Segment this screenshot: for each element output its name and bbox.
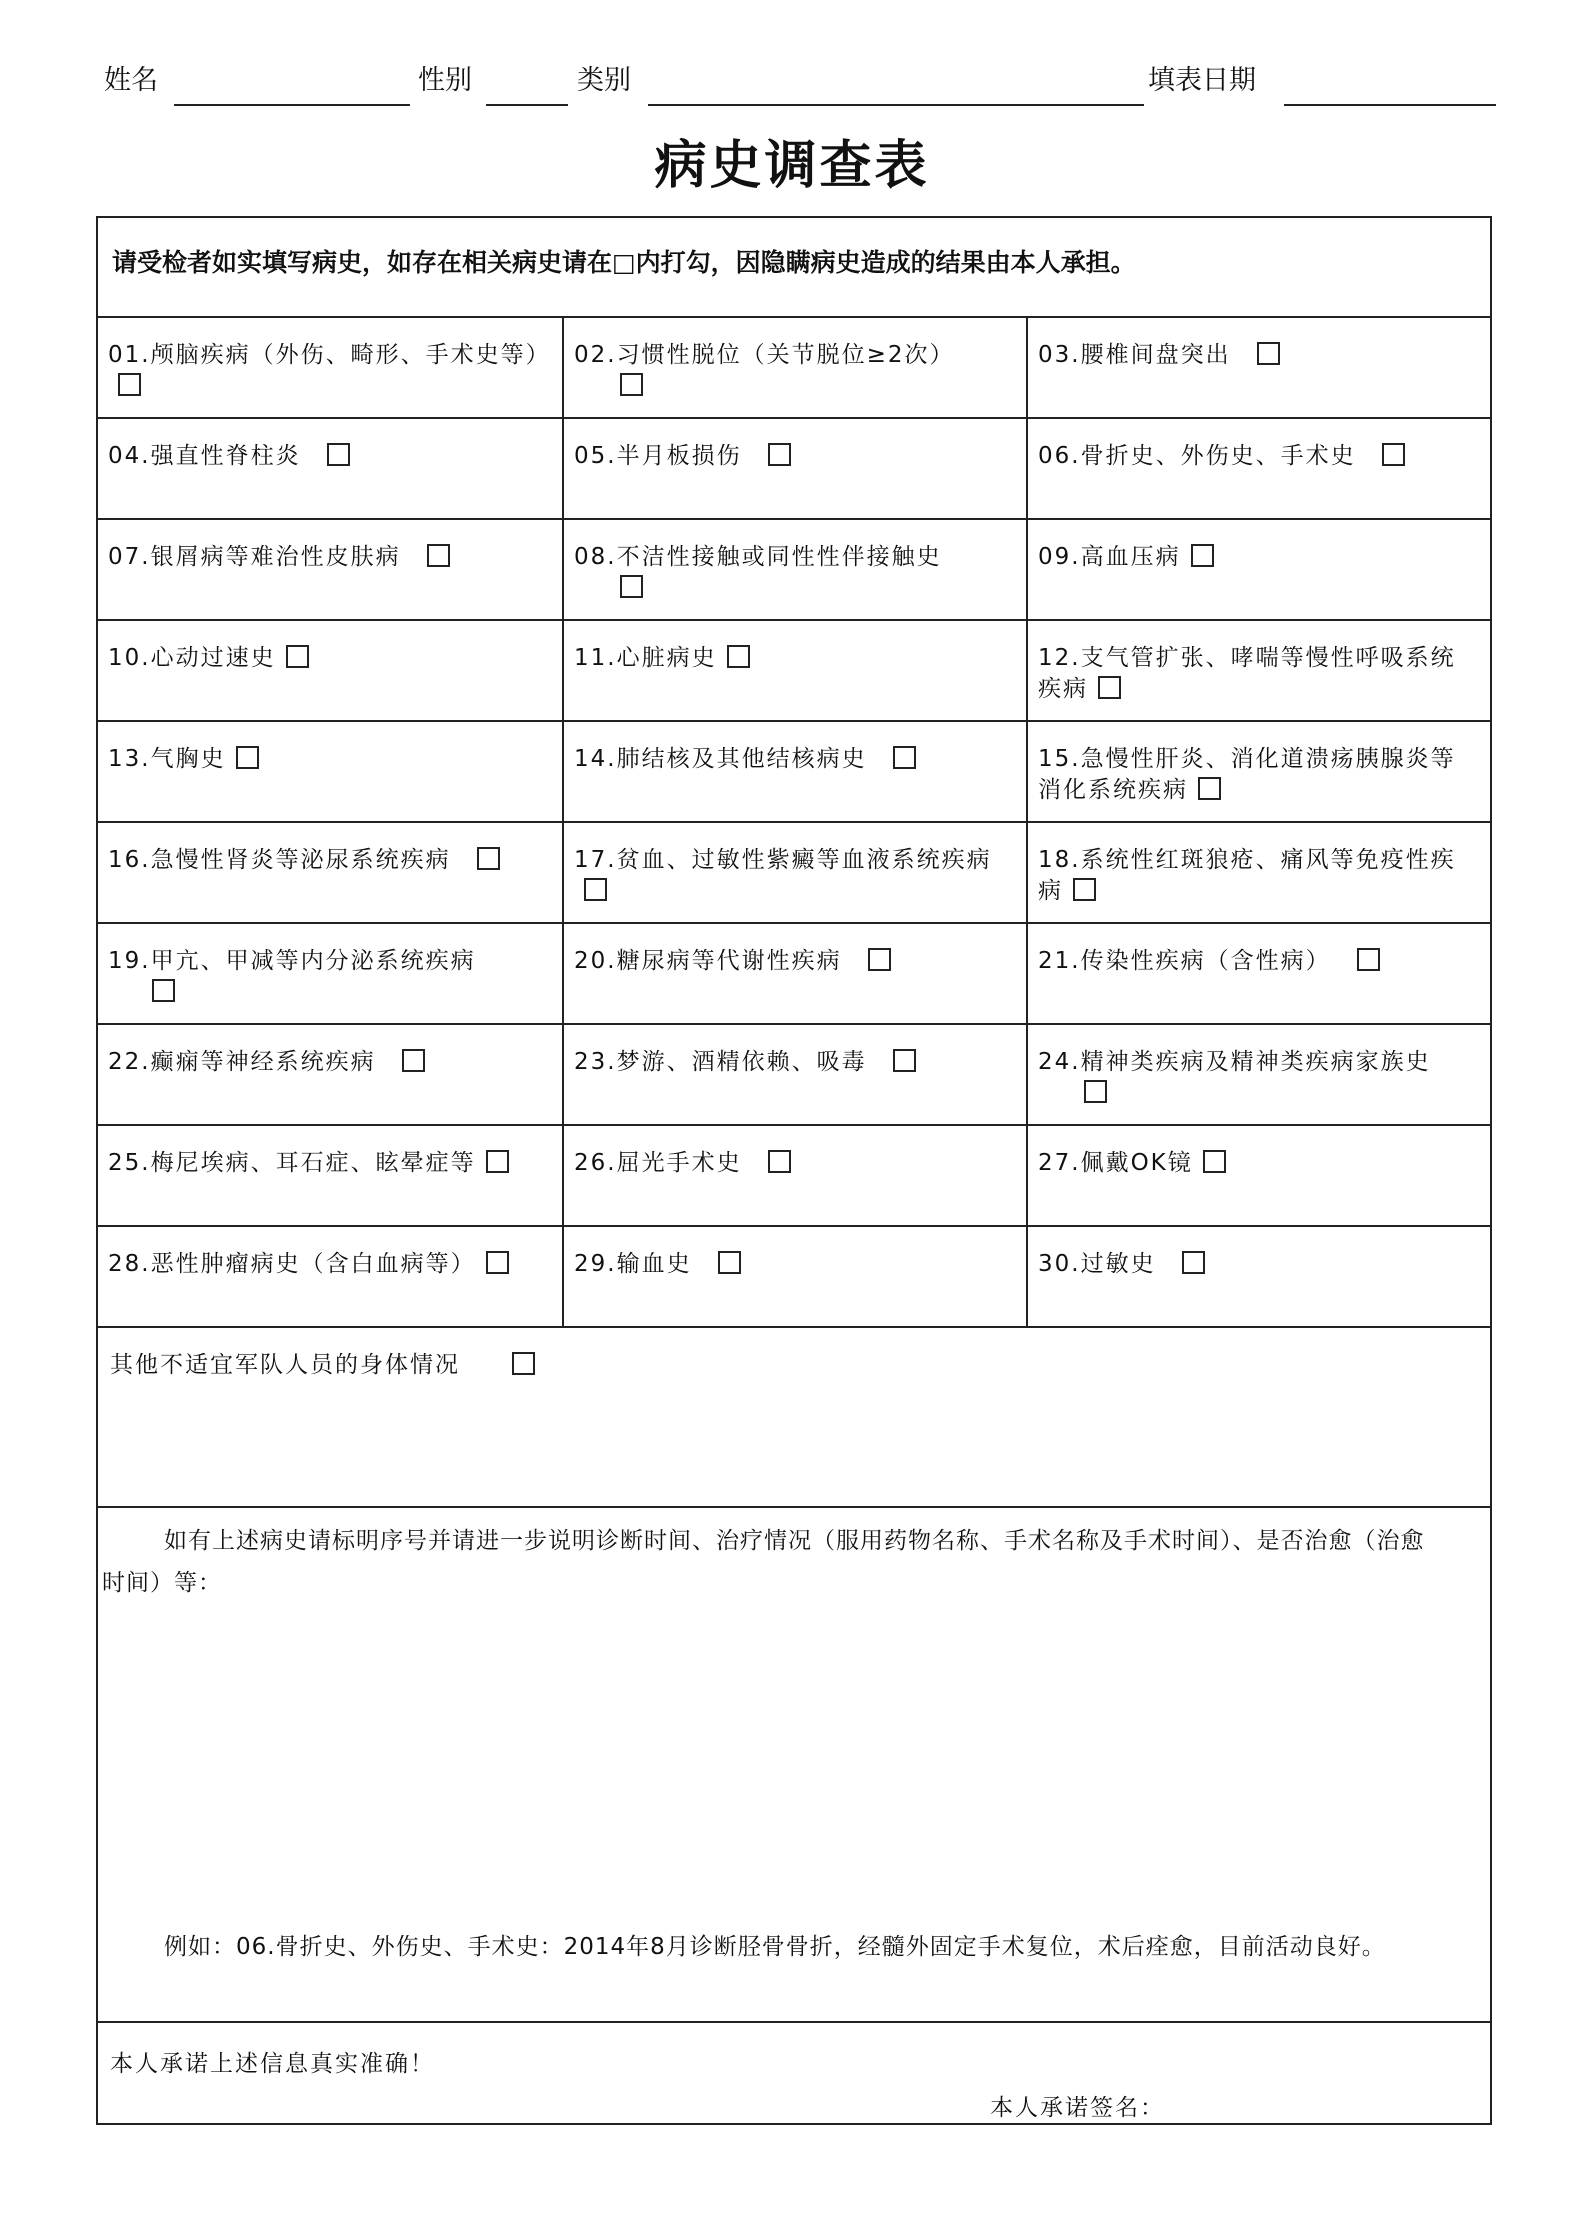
condition-checkbox[interactable] bbox=[427, 544, 450, 567]
condition-checkbox[interactable] bbox=[1191, 544, 1214, 567]
condition-item: 12.支气管扩张、哮喘等慢性呼吸系统疾病 bbox=[1028, 621, 1490, 722]
condition-checkbox[interactable] bbox=[584, 878, 607, 901]
condition-item: 21.传染性疾病（含性病） bbox=[1028, 924, 1490, 1025]
category-field[interactable] bbox=[648, 104, 1144, 106]
condition-item: 10.心动过速史 bbox=[98, 621, 564, 722]
details-section[interactable] bbox=[98, 1508, 1490, 2023]
name-label: 姓名 bbox=[104, 65, 158, 96]
condition-checkbox[interactable] bbox=[1098, 676, 1121, 699]
condition-checkbox[interactable] bbox=[1084, 1080, 1107, 1103]
condition-item: 24.精神类疾病及精神类疾病家族史 bbox=[1028, 1025, 1490, 1126]
condition-grid bbox=[98, 318, 1490, 1328]
condition-item: 27.佩戴OK镜 bbox=[1028, 1126, 1490, 1227]
condition-item: 11.心脏病史 bbox=[564, 621, 1028, 722]
condition-item: 02.习惯性脱位（关节脱位≥2次） bbox=[564, 318, 1028, 419]
condition-item: 25.梅尼埃病、耳石症、眩晕症等 bbox=[98, 1126, 564, 1227]
condition-checkbox[interactable] bbox=[893, 746, 916, 769]
condition-checkbox[interactable] bbox=[718, 1251, 741, 1274]
condition-checkbox[interactable] bbox=[486, 1251, 509, 1274]
condition-checkbox[interactable] bbox=[768, 1150, 791, 1173]
other-condition-row bbox=[98, 1328, 1490, 1508]
condition-item: 18.系统性红斑狼疮、痛风等免疫性疾病 bbox=[1028, 823, 1490, 924]
other-condition-checkbox[interactable] bbox=[512, 1352, 535, 1375]
condition-item: 09.高血压病 bbox=[1028, 520, 1490, 621]
condition-item: 03.腰椎间盘突出 bbox=[1028, 318, 1490, 419]
condition-item: 05.半月板损伤 bbox=[564, 419, 1028, 520]
condition-checkbox[interactable] bbox=[152, 979, 175, 1002]
form-header bbox=[0, 0, 1584, 130]
date-field[interactable] bbox=[1284, 104, 1496, 106]
signature-field[interactable]: 本人承诺签名： bbox=[990, 2095, 1165, 2121]
details-example: 例如：06.骨折史、外伤史、手术史：2014年8月诊断胫骨骨折，经髓外固定手术复位，术后痊愈，目前活动良好。 bbox=[164, 1934, 1386, 1960]
condition-item: 06.骨折史、外伤史、手术史 bbox=[1028, 419, 1490, 520]
condition-checkbox[interactable] bbox=[1198, 777, 1221, 800]
condition-item: 17.贫血、过敏性紫癜等血液系统疾病 bbox=[564, 823, 1028, 924]
condition-checkbox[interactable] bbox=[1203, 1150, 1226, 1173]
condition-item: 16.急慢性肾炎等泌尿系统疾病 bbox=[98, 823, 564, 924]
condition-checkbox[interactable] bbox=[768, 443, 791, 466]
condition-item: 14.肺结核及其他结核病史 bbox=[564, 722, 1028, 823]
condition-item: 29.输血史 bbox=[564, 1227, 1028, 1328]
condition-checkbox[interactable] bbox=[1257, 342, 1280, 365]
other-condition-label: 其他不适宜军队人员的身体情况 bbox=[110, 1352, 460, 1378]
condition-checkbox[interactable] bbox=[286, 645, 309, 668]
condition-checkbox[interactable] bbox=[620, 575, 643, 598]
gender-field[interactable] bbox=[486, 104, 568, 106]
condition-checkbox[interactable] bbox=[118, 373, 141, 396]
condition-item: 28.恶性肿瘤病史（含白血病等） bbox=[98, 1227, 564, 1328]
condition-item: 08.不洁性接触或同性性伴接触史 bbox=[564, 520, 1028, 621]
condition-checkbox[interactable] bbox=[327, 443, 350, 466]
condition-item: 23.梦游、酒精依赖、吸毒 bbox=[564, 1025, 1028, 1126]
condition-checkbox[interactable] bbox=[727, 645, 750, 668]
condition-checkbox[interactable] bbox=[620, 373, 643, 396]
condition-checkbox[interactable] bbox=[402, 1049, 425, 1072]
condition-item: 07.银屑病等难治性皮肤病 bbox=[98, 520, 564, 621]
condition-checkbox[interactable] bbox=[1357, 948, 1380, 971]
gender-label: 性别 bbox=[418, 65, 472, 96]
condition-item: 13.气胸史 bbox=[98, 722, 564, 823]
condition-checkbox[interactable] bbox=[477, 847, 500, 870]
condition-item: 19.甲亢、甲减等内分泌系统疾病 bbox=[98, 924, 564, 1025]
condition-item: 26.屈光手术史 bbox=[564, 1126, 1028, 1227]
history-form-table bbox=[96, 216, 1492, 2125]
condition-item: 04.强直性脊柱炎 bbox=[98, 419, 564, 520]
instruction-notice: 请受检者如实填写病史，如存在相关病史请在□内打勾，因隐瞒病史造成的结果由本人承担。 bbox=[98, 218, 1490, 318]
condition-item: 01.颅脑疾病（外伤、畸形、手术史等） bbox=[98, 318, 564, 419]
page-title: 病史调查表 bbox=[654, 135, 930, 196]
condition-item: 30.过敏史 bbox=[1028, 1227, 1490, 1328]
condition-checkbox[interactable] bbox=[1182, 1251, 1205, 1274]
condition-item: 20.糖尿病等代谢性疾病 bbox=[564, 924, 1028, 1025]
condition-checkbox[interactable] bbox=[1073, 878, 1096, 901]
category-label: 类别 bbox=[577, 65, 631, 96]
condition-item: 22.癫痫等神经系统疾病 bbox=[98, 1025, 564, 1126]
condition-checkbox[interactable] bbox=[486, 1150, 509, 1173]
name-field[interactable] bbox=[174, 104, 410, 106]
pledge-section bbox=[98, 2023, 1490, 2123]
condition-checkbox[interactable] bbox=[868, 948, 891, 971]
pledge-statement: 本人承诺上述信息真实准确！ bbox=[110, 2051, 435, 2077]
condition-checkbox[interactable] bbox=[893, 1049, 916, 1072]
date-label: 填表日期 bbox=[1148, 65, 1256, 96]
condition-item: 15.急慢性肝炎、消化道溃疡胰腺炎等消化系统疾病 bbox=[1028, 722, 1490, 823]
condition-checkbox[interactable] bbox=[1382, 443, 1405, 466]
condition-checkbox[interactable] bbox=[236, 746, 259, 769]
details-instruction: 如有上述病史请标明序号并请进一步说明诊断时间、治疗情况（服用药物名称、手术名称及手术时间）、是否治愈（治愈时间）等： bbox=[102, 1528, 1425, 1596]
